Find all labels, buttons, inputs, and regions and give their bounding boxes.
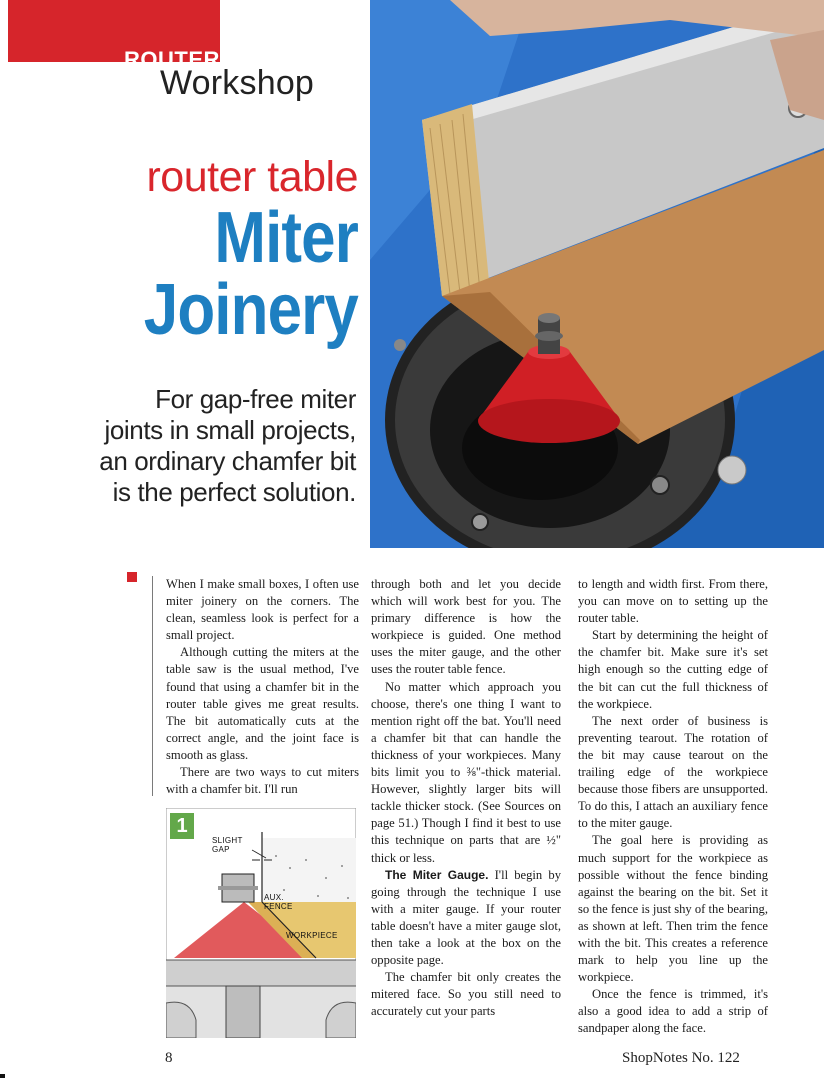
paragraph: The goal here is providing as much support for the workpiece as possible without the fence binding against the bearing on the bit. Set it so the fence is just shy of the bearing, as shown at left. Then trim the fence with the bit. This creates a reference mark to help you line up the workpiece. bbox=[578, 833, 768, 985]
paragraph: When I make small boxes, I often use miter joinery on the corners. The clean, seamless look is perfect for a small project. bbox=[166, 577, 359, 643]
article-kicker: router table bbox=[146, 153, 358, 201]
subtitle-line: an ordinary chamfer bit bbox=[99, 446, 356, 476]
figure-1-illustration bbox=[166, 808, 356, 1038]
paragraph-miter-gauge bbox=[371, 867, 561, 970]
issue-label: ShopNotes No. 122 bbox=[622, 1050, 740, 1066]
figure-label-fence: AUX. FENCE bbox=[264, 893, 293, 911]
figure-number-badge: 1 bbox=[170, 813, 194, 839]
section-label: ROUTER bbox=[124, 47, 220, 72]
article-subtitle bbox=[30, 384, 356, 508]
paragraph: Start by determining the height of the chamfer bit. Make sure it's set high enough so the cutting edge of the bit can cut the full thickness of the workpiece. bbox=[578, 628, 768, 711]
body-column-3 bbox=[578, 576, 768, 1038]
paragraph: The chamfer bit only creates the mitered face. So you still need to accurately cut your parts bbox=[371, 970, 561, 1019]
paragraph: Although cutting the miters at the table saw is the usual method, I've found that using a chamfer bit in the router table gives me great results. The bit automatically cuts at the correct angle, and the joint face is smooth as glass. bbox=[166, 645, 359, 762]
paragraph: No matter which approach you choose, there's one thing I want to mention right off the bat. You'll need a chamfer bit that can handle the thickness of your workpieces. Many bits limit you to ⅜"-thick material. However, slightly larger bits will tackle thicker stock. (See Sources on page 51.) Though I find it best to use this technique on parts that are ½" thick or less. bbox=[371, 679, 561, 865]
paragraph: The next order of business is preventing tearout. The rotation of the bit may cause tearout on the trailing edge of the workpiece because those fibers are unsupported. To do this, I attach an auxiliary fence to the miter gauge. bbox=[578, 713, 768, 831]
paragraph: There are two ways to cut miters with a chamfer bit. I'll run bbox=[166, 765, 359, 797]
paragraph: through both and let you decide which will work best for you. The primary difference is how the workpiece is guided. One method uses the miter gauge, and the other uses the router table fence. bbox=[371, 577, 561, 677]
title-line-1: Miter bbox=[214, 198, 358, 278]
article-title bbox=[40, 152, 358, 350]
paragraph-text: I'll begin by going through the technique I use with a miter gauge. If your router table doesn't have a miter gauge slot, then take a look at the box on the opposite page. bbox=[371, 867, 561, 968]
start-marker bbox=[127, 572, 137, 582]
subtitle-line: For gap-free miter bbox=[155, 384, 356, 414]
title-line-2: Joinery bbox=[143, 270, 358, 350]
subtitle-line: is the perfect solution. bbox=[112, 477, 356, 507]
figure-label-gap: SLIGHT GAP bbox=[212, 836, 243, 854]
body-column-1 bbox=[166, 576, 359, 798]
subtitle-line: joints in small projects, bbox=[104, 415, 356, 445]
run-in-heading: The Miter Gauge. bbox=[385, 867, 489, 882]
paragraph: to length and width first. From there, you can move on to setting up the router table. bbox=[578, 577, 768, 626]
body-column-2 bbox=[371, 576, 561, 1020]
column-rule bbox=[152, 576, 153, 796]
page-number: 8 bbox=[165, 1050, 173, 1066]
figure-label-workpiece: WORKPIECE bbox=[286, 931, 338, 940]
hero-photo bbox=[370, 0, 824, 548]
crop-mark bbox=[0, 1074, 5, 1078]
section-title: Workshop bbox=[160, 64, 315, 102]
paragraph: Once the fence is trimmed, it's also a good idea to add a strip of sandpaper along the face. bbox=[578, 987, 768, 1036]
